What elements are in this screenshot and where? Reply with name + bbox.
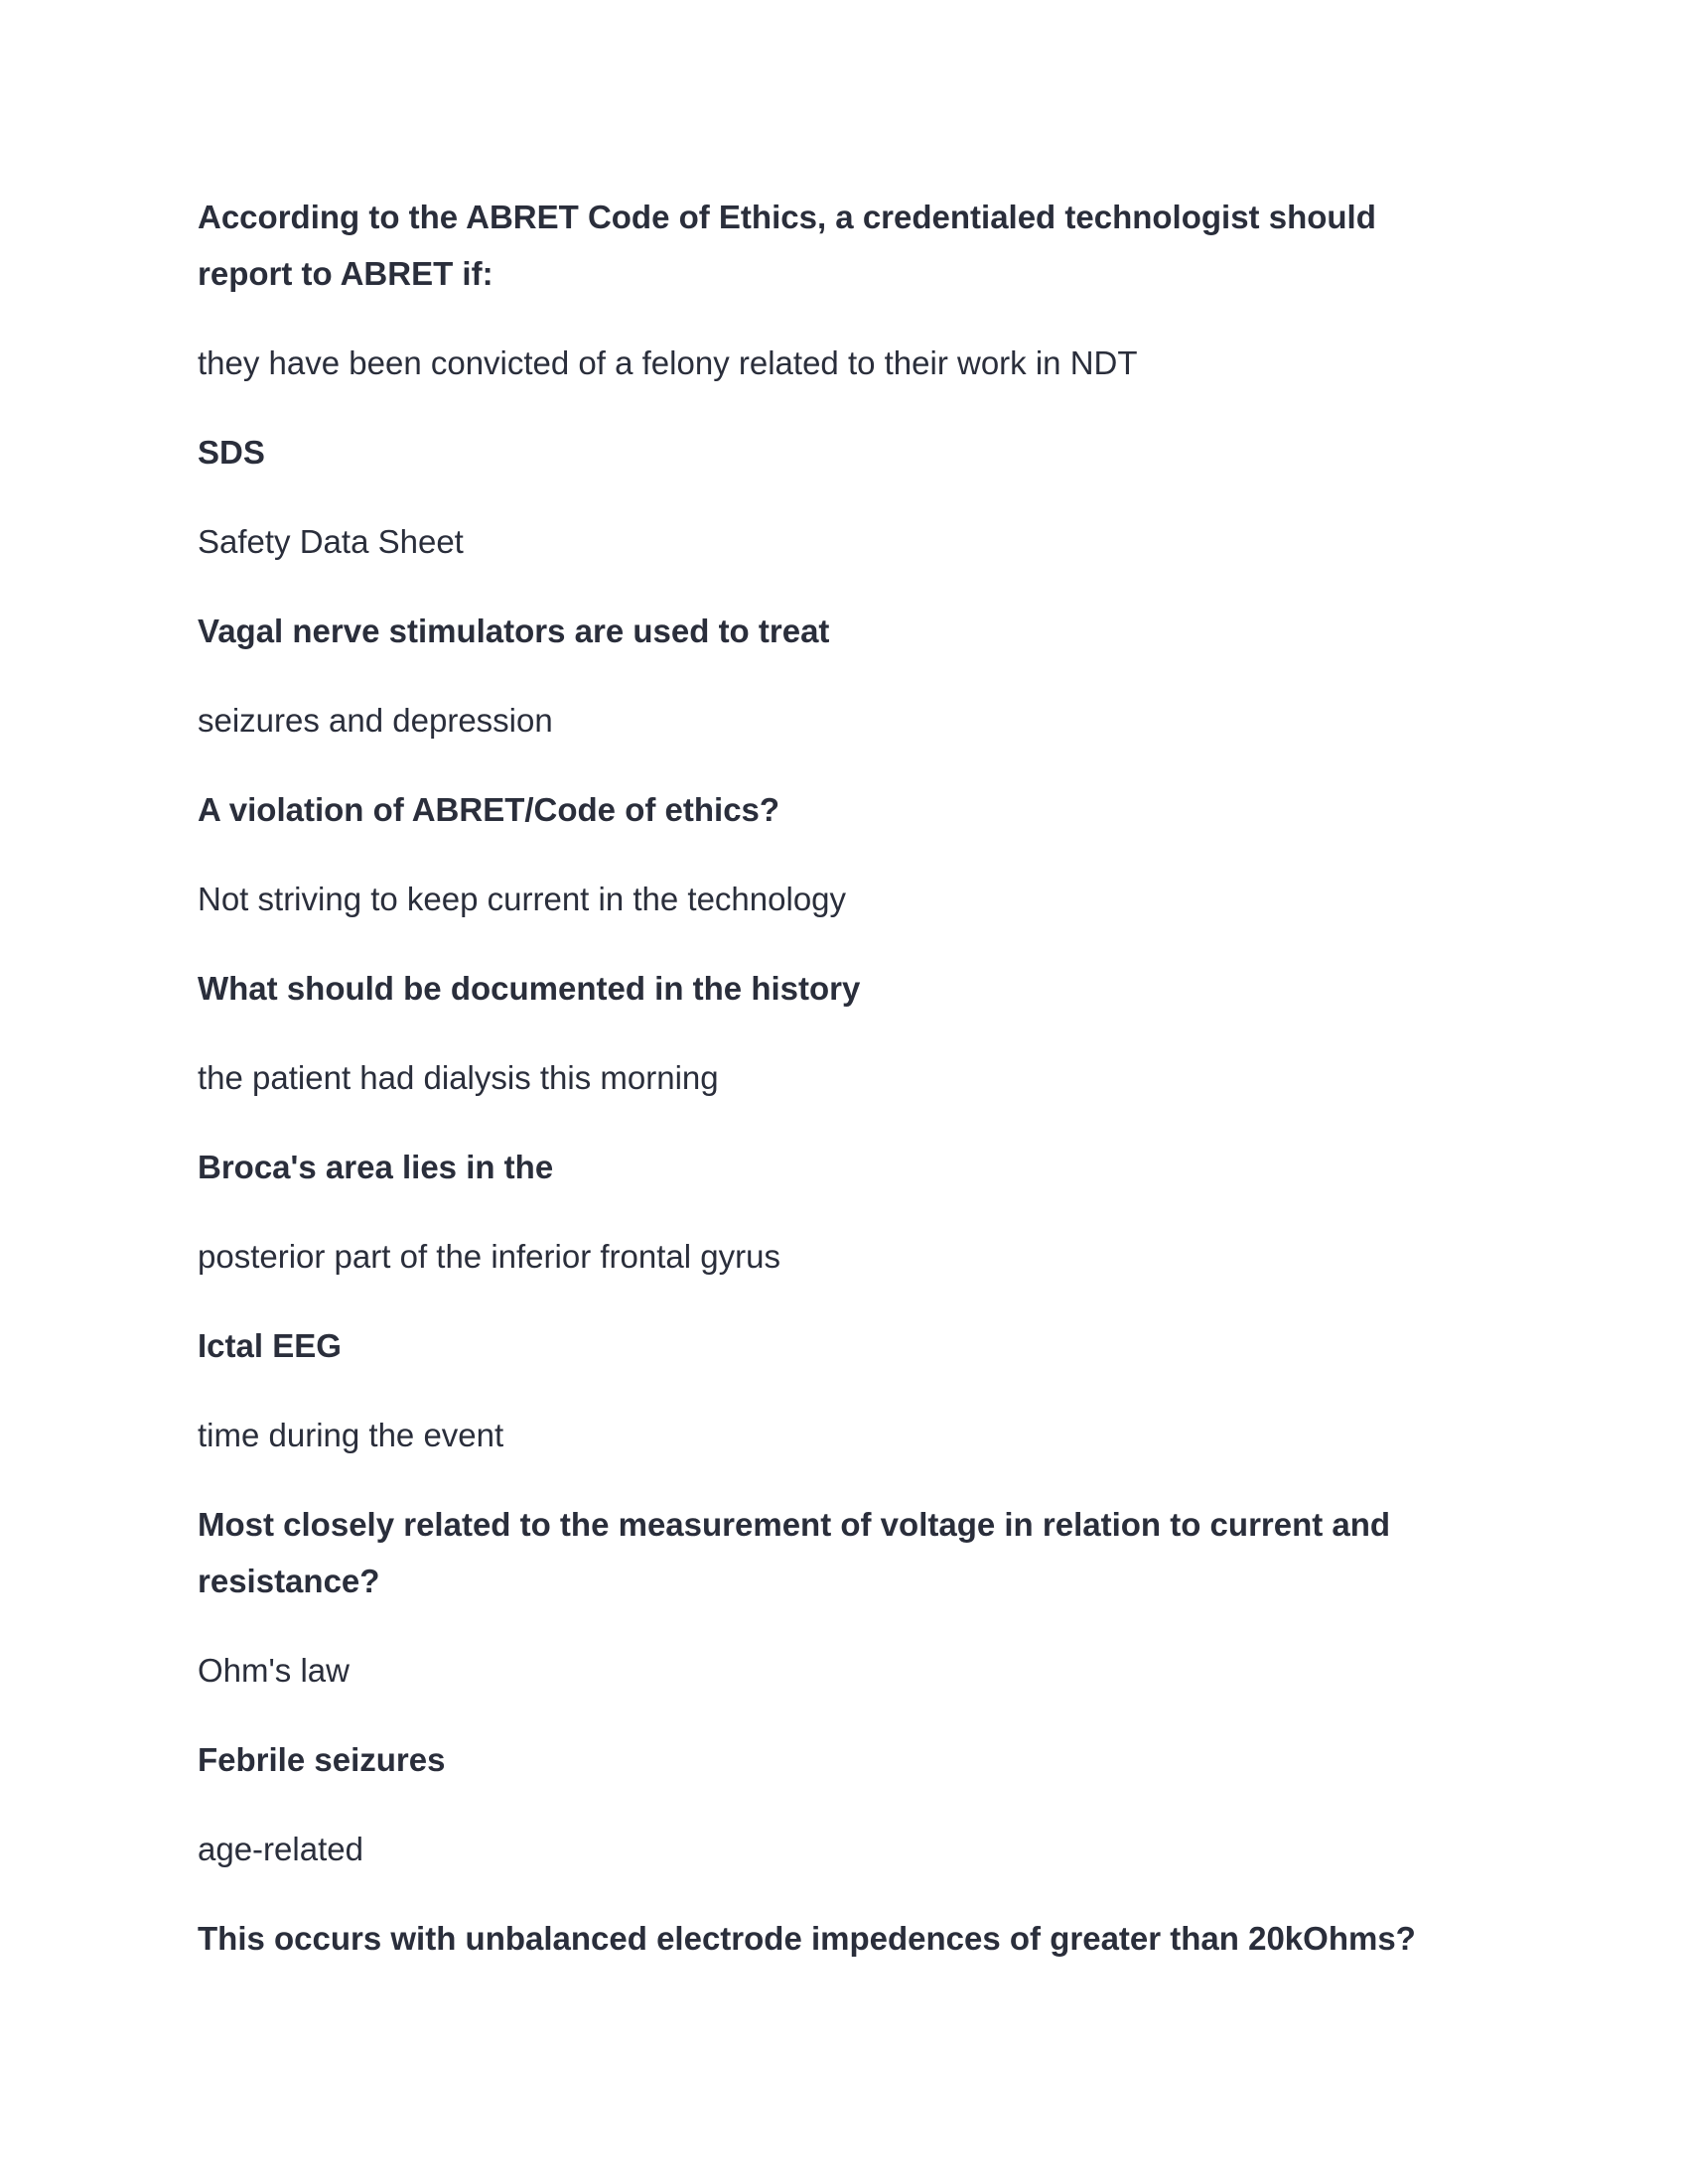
answer-text: Not striving to keep current in the technology (198, 881, 847, 917)
answer-text: Safety Data Sheet (198, 523, 464, 560)
flashcard-8 (198, 1496, 1449, 1699)
question-text: According to the ABRET Code of Ethics, a credentialed technologist should report to ABRET if: (198, 199, 1376, 292)
flashcard-1 (198, 189, 1449, 391)
answer-text: the patient had dialysis this morning (198, 1059, 719, 1096)
question-text: Vagal nerve stimulators are used to treat (198, 613, 830, 649)
question-text: Ictal EEG (198, 1327, 342, 1364)
answer-text: seizures and depression (198, 702, 553, 739)
question-text: SDS (198, 434, 265, 471)
document-page (198, 189, 1449, 1999)
flashcard-7 (198, 1317, 1449, 1463)
answer-text: posterior part of the inferior frontal gyrus (198, 1238, 780, 1275)
question-text: A violation of ABRET/Code of ethics? (198, 791, 780, 828)
question-text: Broca's area lies in the (198, 1149, 554, 1185)
flashcard-6 (198, 1139, 1449, 1285)
flashcard-10 (198, 1910, 1449, 1967)
flashcard-2 (198, 424, 1449, 570)
question-text: Most closely related to the measurement of voltage in relation to current and resistance? (198, 1506, 1391, 1599)
answer-text: age-related (198, 1831, 363, 1867)
answer-text: Ohm's law (198, 1652, 350, 1689)
flashcard-4 (198, 781, 1449, 927)
question-text: Febrile seizures (198, 1741, 446, 1778)
question-text: This occurs with unbalanced electrode impedences of greater than 20kOhms? (198, 1920, 1416, 1957)
question-text: What should be documented in the history (198, 970, 861, 1007)
answer-text: time during the event (198, 1417, 504, 1453)
flashcard-9 (198, 1731, 1449, 1877)
flashcard-3 (198, 603, 1449, 749)
answer-text: they have been convicted of a felony related to their work in NDT (198, 344, 1138, 381)
flashcard-5 (198, 960, 1449, 1106)
